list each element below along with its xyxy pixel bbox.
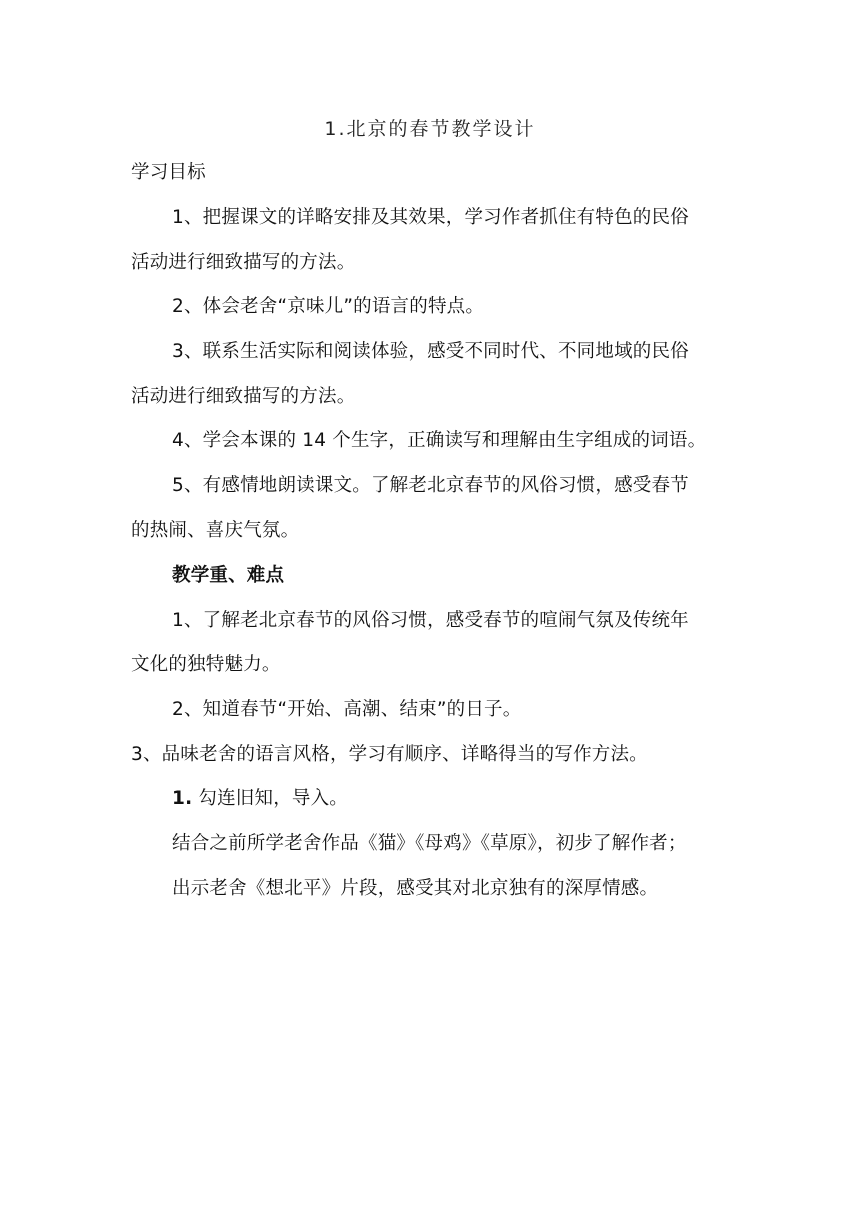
goal-line: 1、把握课文的详略安排及其效果，学习作者抓住有特色的民俗	[172, 207, 689, 228]
section-heading-key-points: 教学重、难点	[172, 565, 285, 586]
step-1-number: 1.	[172, 788, 193, 809]
key-point-line: 1、了解老北京春节的风俗习惯，感受春节的喧闹气氛及传统年	[172, 610, 689, 631]
section-heading-goals: 学习目标	[131, 162, 206, 183]
key-point-line: 2、知道春节“开始、高潮、结束”的日子。	[172, 699, 522, 720]
goal-line: 5、有感情地朗读课文。了解老北京春节的风俗习惯，感受春节	[172, 475, 689, 496]
step-1-line: 出示老舍《想北平》片段，感受其对北京独有的深厚情感。	[172, 878, 659, 899]
document-title: 1.北京的春节教学设计	[324, 118, 536, 140]
step-1-title: 勾连旧知，导入。	[192, 788, 348, 809]
goal-line: 2、体会老舍“京味儿”的语言的特点。	[172, 296, 485, 317]
goal-line: 活动进行细致描写的方法。	[131, 252, 356, 273]
key-point-line: 3、品味老舍的语言风格，学习有顺序、详略得当的写作方法。	[131, 744, 648, 765]
goal-line: 的热闹、喜庆气氛。	[131, 520, 300, 541]
step-1-heading	[172, 786, 348, 812]
goal-line: 3、联系生活实际和阅读体验，感受不同时代、不同地域的民俗	[172, 341, 689, 362]
goal-line: 活动进行细致描写的方法。	[131, 386, 356, 407]
goal-line: 4、学会本课的 14 个生字，正确读写和理解由生字组成的词语。	[172, 430, 707, 451]
key-point-line: 文化的独特魅力。	[131, 654, 281, 675]
step-1-line: 结合之前所学老舍作品《猫》《母鸡》《草原》，初步了解作者；	[172, 833, 687, 854]
